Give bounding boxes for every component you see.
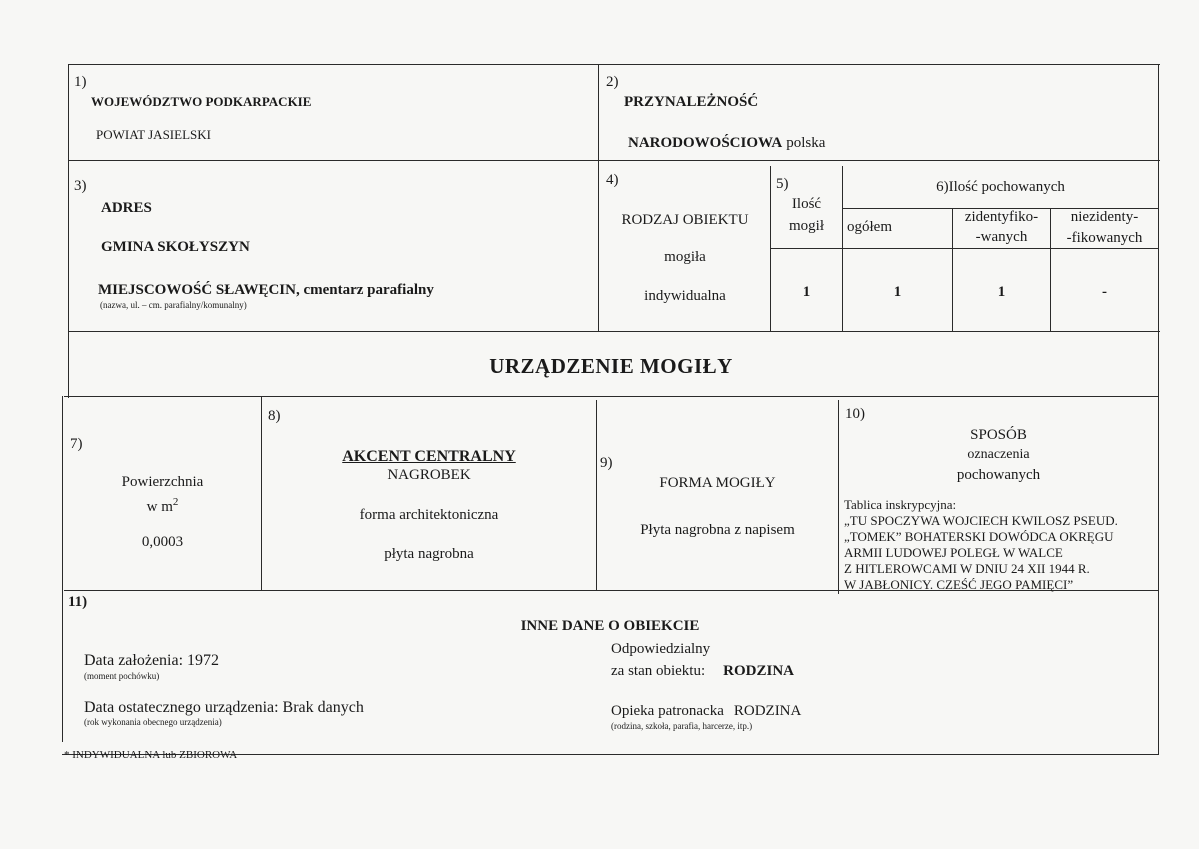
identified-value: 1 bbox=[997, 284, 1006, 300]
marking-label-1: SPOSÓB bbox=[970, 427, 1027, 443]
area-label-2 bbox=[64, 496, 261, 516]
row1-vertical bbox=[598, 64, 599, 332]
section-divider bbox=[64, 396, 1159, 397]
locality-hint: (nazwa, ul. – cm. parafialny/komunalny) bbox=[100, 300, 247, 310]
nationality-value: polska bbox=[786, 135, 826, 151]
graves-count-value: 1 bbox=[802, 284, 811, 300]
cell3-number: 3) bbox=[74, 178, 87, 194]
cell7-number: 7) bbox=[70, 436, 83, 452]
col6-sep2 bbox=[1050, 208, 1051, 332]
founded-hint: (moment pochówku) bbox=[84, 671, 160, 681]
grave-form-label: FORMA MOGIŁY bbox=[659, 475, 776, 491]
cell10-number: 10) bbox=[845, 406, 865, 422]
graves-count-label-1: Ilość bbox=[791, 196, 822, 212]
border-right bbox=[1158, 64, 1159, 754]
col-unidentified-header-1: niezidenty- bbox=[1070, 209, 1139, 225]
cell4-number: 4) bbox=[606, 172, 619, 188]
architectural-form-label: forma architektoniczna bbox=[359, 507, 499, 523]
inscription-line: „TOMEK” BOHATERSKI DOWÓDCA OKRĘGU bbox=[844, 529, 1114, 544]
buried-count-header: 6)Ilość pochowanych bbox=[936, 179, 1065, 195]
responsible-line bbox=[611, 662, 794, 680]
col-total-header: ogółem bbox=[847, 219, 892, 235]
last-arrangement-date: Data ostatecznego urządzenia: Brak danych bbox=[84, 699, 364, 716]
cell9-number: 9) bbox=[600, 455, 613, 471]
col9-left bbox=[596, 400, 597, 590]
unidentified-value: - bbox=[1102, 284, 1107, 300]
object-type-value-2: indywidualna bbox=[644, 288, 726, 304]
responsible-label-2: za stan obiektu: bbox=[611, 663, 706, 679]
object-type-label: RODZAJ OBIEKTU bbox=[621, 212, 749, 228]
inscription-line: Z HITLEROWCAMI W DNIU 24 XII 1944 R. bbox=[844, 561, 1090, 576]
marking-label-2: oznaczenia bbox=[967, 447, 1030, 462]
patronage-value: RODZINA bbox=[733, 703, 802, 719]
border-left bbox=[68, 64, 69, 398]
footnote: * INDYWIDUALNA lub ZBIOROWA bbox=[64, 749, 238, 761]
last-arrangement-hint: (rok wykonania obecnego urządzenia) bbox=[84, 717, 222, 727]
col-identified-header-2: -wanych bbox=[975, 229, 1028, 245]
nationality-label: PRZYNALEŻNOŚĆ bbox=[624, 94, 759, 110]
col6-sep1 bbox=[952, 208, 953, 332]
object-type-value-1: mogiła bbox=[664, 249, 706, 265]
col5-left bbox=[770, 166, 771, 332]
voivodeship: WOJEWÓDZTWO PODKARPACKIE bbox=[91, 94, 312, 109]
area-unit: w m bbox=[146, 499, 173, 515]
architectural-form-value: płyta nagrobna bbox=[384, 546, 474, 562]
other-data-title: INNE DANE O OBIEKCIE bbox=[520, 618, 700, 634]
nationality-label-2: NARODOWOŚCIOWA bbox=[628, 135, 783, 151]
col-identified-header-1: zidentyfiko- bbox=[964, 209, 1039, 225]
row2-divider bbox=[68, 331, 1160, 332]
inscription-label: Tablica inskrypcyjna: bbox=[844, 497, 957, 512]
address-label: ADRES bbox=[101, 200, 152, 216]
area-label-1: Powierzchnia bbox=[121, 474, 204, 490]
cell2-number: 2) bbox=[606, 74, 619, 90]
responsible-label-1: Odpowiedzialny bbox=[611, 641, 711, 657]
county: POWIAT JASIELSKI bbox=[96, 127, 211, 142]
cell1-number: 1) bbox=[74, 74, 87, 90]
locality: MIEJSCOWOŚĆ SŁAWĘCIN, cmentarz parafialny bbox=[98, 282, 434, 298]
marking-label-3: pochowanych bbox=[956, 467, 1041, 483]
patronage-hint: (rodzina, szkoła, parafia, harcerze, itp.) bbox=[611, 721, 753, 731]
tombstone-label: NAGROBEK bbox=[387, 467, 471, 483]
cell5-number: 5) bbox=[776, 176, 789, 192]
founded-date: Data założenia: 1972 bbox=[84, 652, 220, 669]
col6-subheader-divider bbox=[770, 248, 1158, 249]
cell8-number: 8) bbox=[268, 408, 281, 424]
central-accent-title: AKCENT CENTRALNY bbox=[342, 448, 516, 465]
inscription-line: W JABŁONICY. CZEŚĆ JEGO PAMIĘCI” bbox=[844, 577, 1074, 592]
section-title: URZĄDZENIE MOGIŁY bbox=[489, 354, 733, 378]
col-unidentified-header-2: -fikowanych bbox=[1066, 230, 1143, 246]
area-unit-superscript: 2 bbox=[172, 496, 179, 508]
area-value: 0,0003 bbox=[141, 534, 184, 550]
total-buried-value: 1 bbox=[893, 284, 902, 300]
patronage-line bbox=[611, 702, 801, 720]
responsible-value: RODZINA bbox=[723, 663, 794, 679]
patronage-label: Opieka patronacka bbox=[611, 703, 724, 719]
row1-divider bbox=[68, 160, 1160, 161]
border-top bbox=[68, 64, 1160, 65]
cell11-number: 11) bbox=[68, 594, 88, 610]
inscription-line: ARMII LUDOWEJ POLEGŁ W WALCE bbox=[844, 545, 1063, 560]
border-left-lower bbox=[62, 396, 63, 742]
inscription-line: „TU SPOCZYWA WOJCIECH KWILOSZ PSEUD. bbox=[844, 513, 1118, 528]
graves-count-label-2: mogił bbox=[788, 218, 824, 234]
nationality-line bbox=[628, 134, 825, 152]
commune: GMINA SKOŁYSZYN bbox=[101, 239, 250, 255]
grave-form-value: Płyta nagrobna z napisem bbox=[640, 522, 795, 538]
